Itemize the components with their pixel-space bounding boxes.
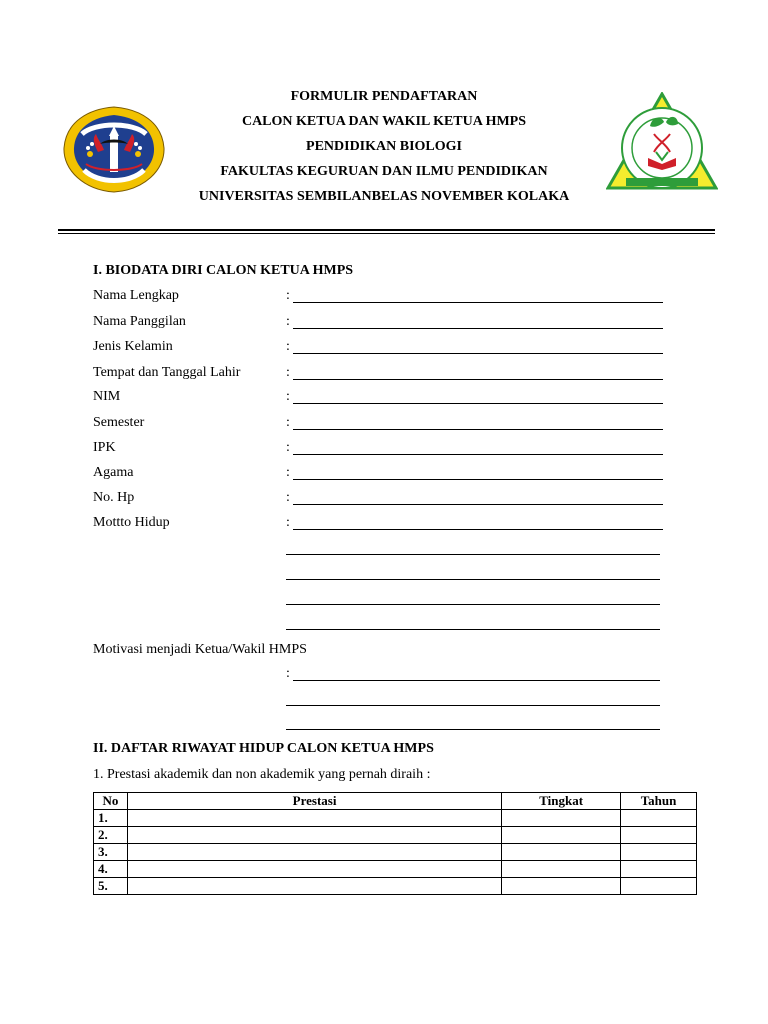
field-colon: : [286, 440, 290, 455]
motto-extra-line[interactable] [286, 604, 660, 605]
prestasi-cell[interactable] [127, 810, 501, 827]
tingkat-cell[interactable] [502, 861, 621, 878]
fill-line[interactable] [293, 379, 663, 380]
header-line: CALON KETUA DAN WAKIL KETUA HMPS [241, 114, 527, 129]
field-jenis-kelamin[interactable] [93, 339, 663, 359]
tingkat-cell[interactable] [502, 810, 621, 827]
row-number: 1. [94, 810, 128, 827]
tahun-cell[interactable] [621, 827, 697, 844]
field-agama[interactable] [93, 465, 663, 485]
motto-extra-line[interactable] [286, 554, 660, 555]
table-row [94, 844, 697, 861]
prestasi-table [93, 792, 697, 895]
hmps-biology-logo-icon [606, 92, 718, 198]
table-row [94, 827, 697, 844]
field-tempat-tanggal-lahir[interactable] [93, 365, 663, 385]
tingkat-cell[interactable] [502, 878, 621, 895]
prestasi-cell[interactable] [127, 844, 501, 861]
motto-extra-line[interactable] [286, 579, 660, 580]
field-label: Semester [93, 415, 145, 430]
field-label: Nama Panggilan [93, 314, 186, 329]
tingkat-cell[interactable] [502, 844, 621, 861]
fill-line[interactable] [293, 429, 663, 430]
field-label: NIM [93, 389, 121, 404]
header-line: PENDIDIKAN BIOLOGI [306, 139, 462, 154]
header-line: FORMULIR PENDAFTARAN [290, 89, 478, 104]
fill-line[interactable] [293, 479, 663, 480]
prestasi-list-item: 1. Prestasi akademik dan non akademik yang pernah diraih : [93, 767, 431, 782]
motivation-field[interactable] [286, 666, 660, 686]
fill-line[interactable] [293, 680, 660, 681]
field-no-hp[interactable] [93, 490, 663, 510]
field-colon: : [286, 490, 290, 505]
field-colon: : [286, 314, 290, 329]
field-nama-lengkap[interactable] [93, 288, 663, 308]
motivation-label: Motivasi menjadi Ketua/Wakil HMPS [93, 642, 307, 657]
tahun-cell[interactable] [621, 861, 697, 878]
col-header-tingkat: Tingkat [502, 793, 621, 810]
row-number: 4. [94, 861, 128, 878]
motto-extra-line[interactable] [286, 629, 660, 630]
row-number: 5. [94, 878, 128, 895]
field-colon: : [286, 415, 290, 430]
field-label: Nama Lengkap [93, 288, 179, 303]
field-semester[interactable] [93, 415, 663, 435]
field-colon: : [286, 339, 290, 354]
section2-title: II. DAFTAR RIWAYAT HIDUP CALON KETUA HMPS [93, 741, 434, 756]
fill-line[interactable] [293, 529, 663, 530]
field-nama-panggilan[interactable] [93, 314, 663, 334]
table-row [94, 810, 697, 827]
col-header-prestasi: Prestasi [127, 793, 501, 810]
field-nim[interactable] [93, 389, 663, 409]
header-divider-thin [58, 233, 715, 234]
col-header-no: No [94, 793, 128, 810]
prestasi-cell[interactable] [127, 878, 501, 895]
tahun-cell[interactable] [621, 878, 697, 895]
motivation-extra-line[interactable] [286, 729, 660, 730]
table-row [94, 878, 697, 895]
field-ipk[interactable] [93, 440, 663, 460]
row-number: 2. [94, 827, 128, 844]
fill-line[interactable] [293, 328, 663, 329]
field-colon: : [286, 365, 290, 380]
field-label: Agama [93, 465, 134, 480]
field-colon: : [286, 389, 290, 404]
field-label: No. Hp [93, 490, 135, 505]
field-label: Mottto Hidup [93, 515, 170, 530]
field-label: Tempat dan Tanggal Lahir [93, 365, 241, 380]
table-row [94, 861, 697, 878]
prestasi-cell[interactable] [127, 861, 501, 878]
field-colon: : [286, 666, 290, 681]
col-header-tahun: Tahun [621, 793, 697, 810]
header-line: FAKULTAS KEGURUAN DAN ILMU PENDIDIKAN [220, 164, 548, 179]
table-header-row [94, 793, 697, 810]
field-label: IPK [93, 440, 116, 455]
field-motto-hidup[interactable] [93, 515, 663, 535]
fill-line[interactable] [293, 504, 663, 505]
tahun-cell[interactable] [621, 844, 697, 861]
header-line: UNIVERSITAS SEMBILANBELAS NOVEMBER KOLAKA [198, 189, 570, 204]
field-colon: : [286, 515, 290, 530]
tahun-cell[interactable] [621, 810, 697, 827]
fill-line[interactable] [293, 403, 663, 404]
section1-title: I. BIODATA DIRI CALON KETUA HMPS [93, 263, 354, 278]
tingkat-cell[interactable] [502, 827, 621, 844]
fill-line[interactable] [293, 353, 663, 354]
university-crest-icon [60, 104, 168, 194]
field-colon: : [286, 288, 290, 303]
fill-line[interactable] [293, 454, 663, 455]
row-number: 3. [94, 844, 128, 861]
prestasi-cell[interactable] [127, 827, 501, 844]
motivation-extra-line[interactable] [286, 705, 660, 706]
header-divider [58, 229, 715, 231]
fill-line[interactable] [293, 302, 663, 303]
field-label: Jenis Kelamin [93, 339, 173, 354]
field-colon: : [286, 465, 290, 480]
